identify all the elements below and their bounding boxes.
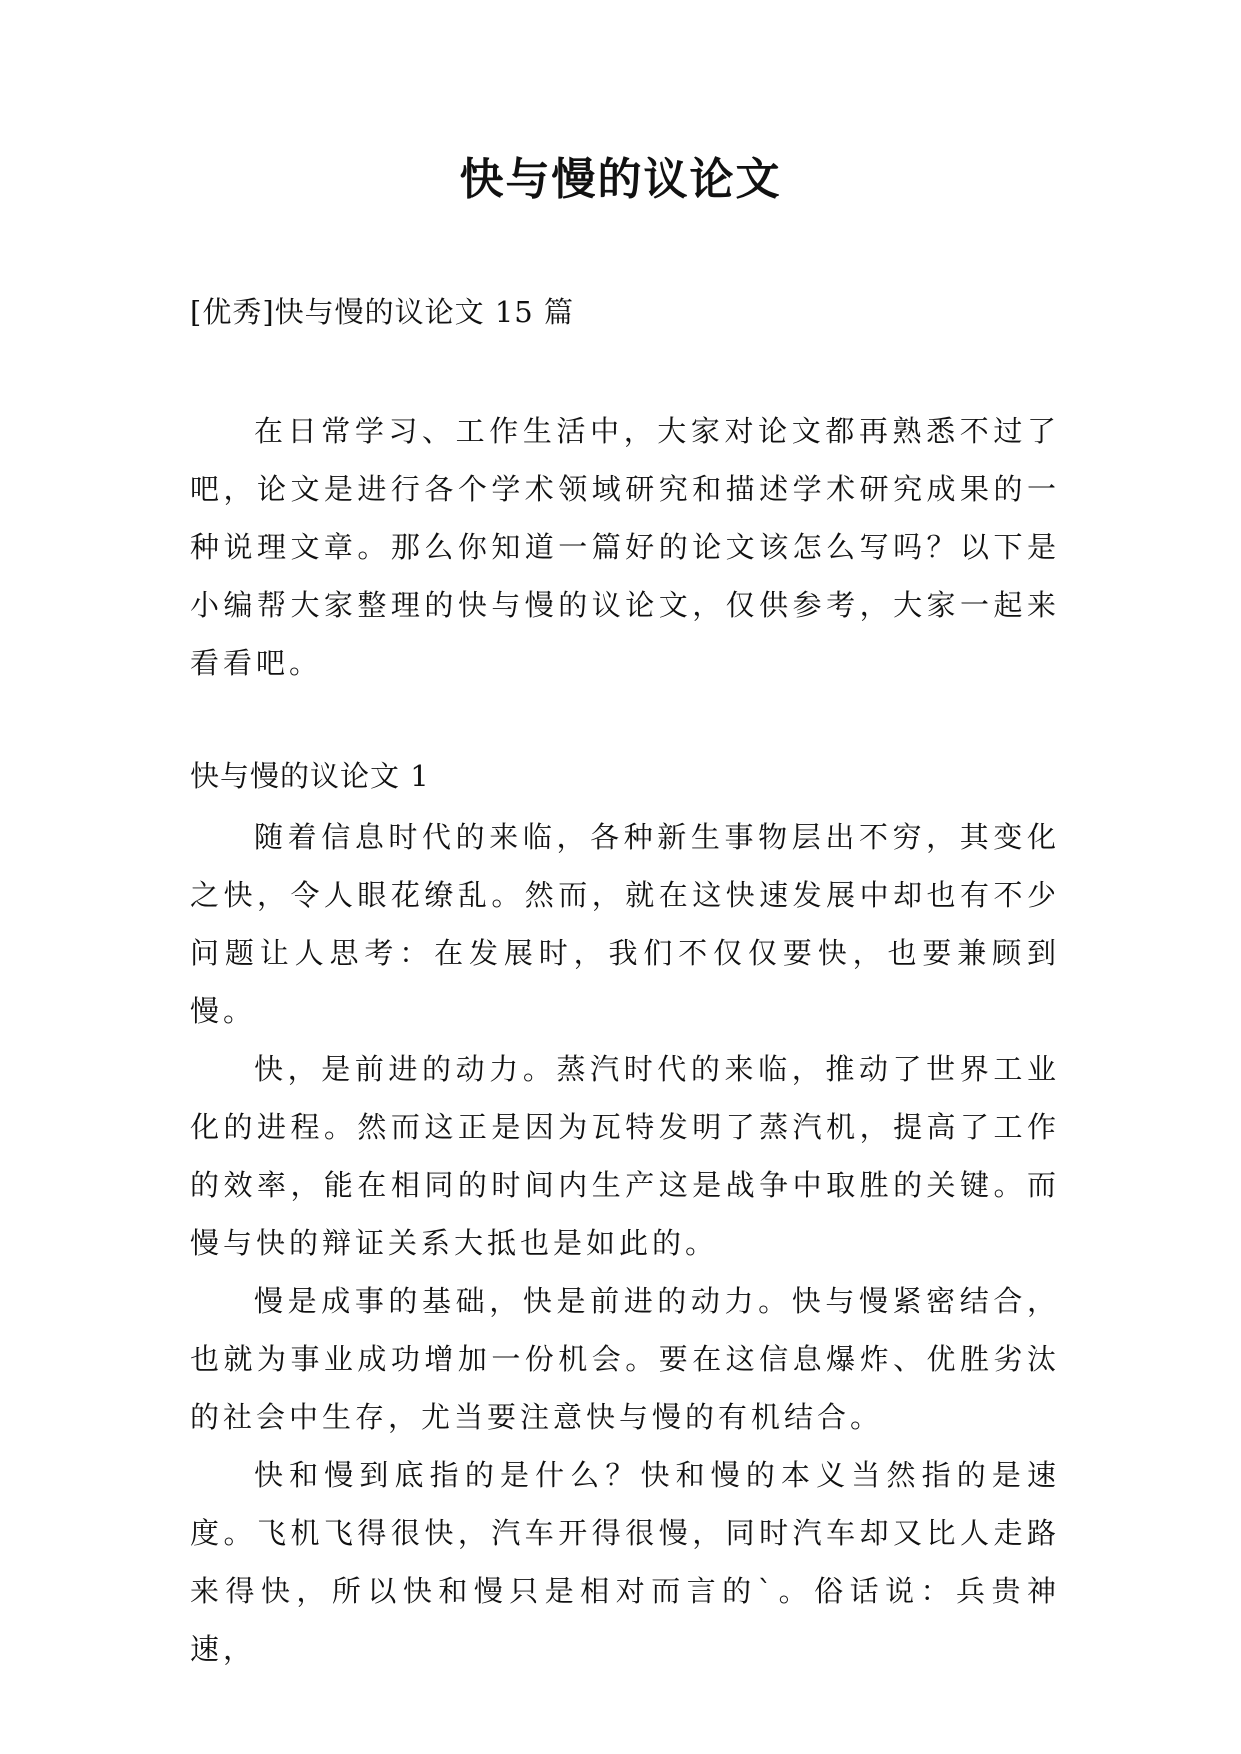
document-subtitle: [优秀]快与慢的议论文 15 篇 [190,295,574,329]
intro-block [190,402,1060,692]
article-body [190,808,1060,1678]
section-heading: 快与慢的议论文 1 [190,759,430,793]
article-paragraph-4: 快和慢到底指的是什么？快和慢的本义当然指的是速度。飞机飞得很快，汽车开得很慢，同时汽车却又比人走路来得快，所以快和慢只是相对而言的`。俗话说：兵贵神速， [190,1458,1060,1666]
document-title: 快与慢的议论文 [459,154,782,205]
intro-paragraph: 在日常学习、工作生活中，大家对论文都再熟悉不过了吧，论文是进行各个学术领域研究和描述学术研究成果的一种说理文章。那么你知道一篇好的论文该怎么写吗？以下是小编帮大家整理的快与慢的议论文，仅供参考，大家一起来看看吧。 [190,414,1060,680]
article-paragraph-3: 慢是成事的基础，快是前进的动力。快与慢紧密结合，也就为事业成功增加一份机会。要在这信息爆炸、优胜劣汰的社会中生存，尤当要注意快与慢的有机结合。 [190,1284,1060,1434]
article-paragraph-1: 随着信息时代的来临，各种新生事物层出不穷，其变化之快，令人眼花缭乱。然而，就在这快速发展中却也有不少问题让人思考：在发展时，我们不仅仅要快，也要兼顾到慢。 [190,820,1060,1028]
article-paragraph-2: 快，是前进的动力。蒸汽时代的来临，推动了世界工业化的进程。然而这正是因为瓦特发明了蒸汽机，提高了工作的效率，能在相同的时间内生产这是战争中取胜的关键。而慢与快的辩证关系大抵也是如此的。 [190,1052,1060,1260]
